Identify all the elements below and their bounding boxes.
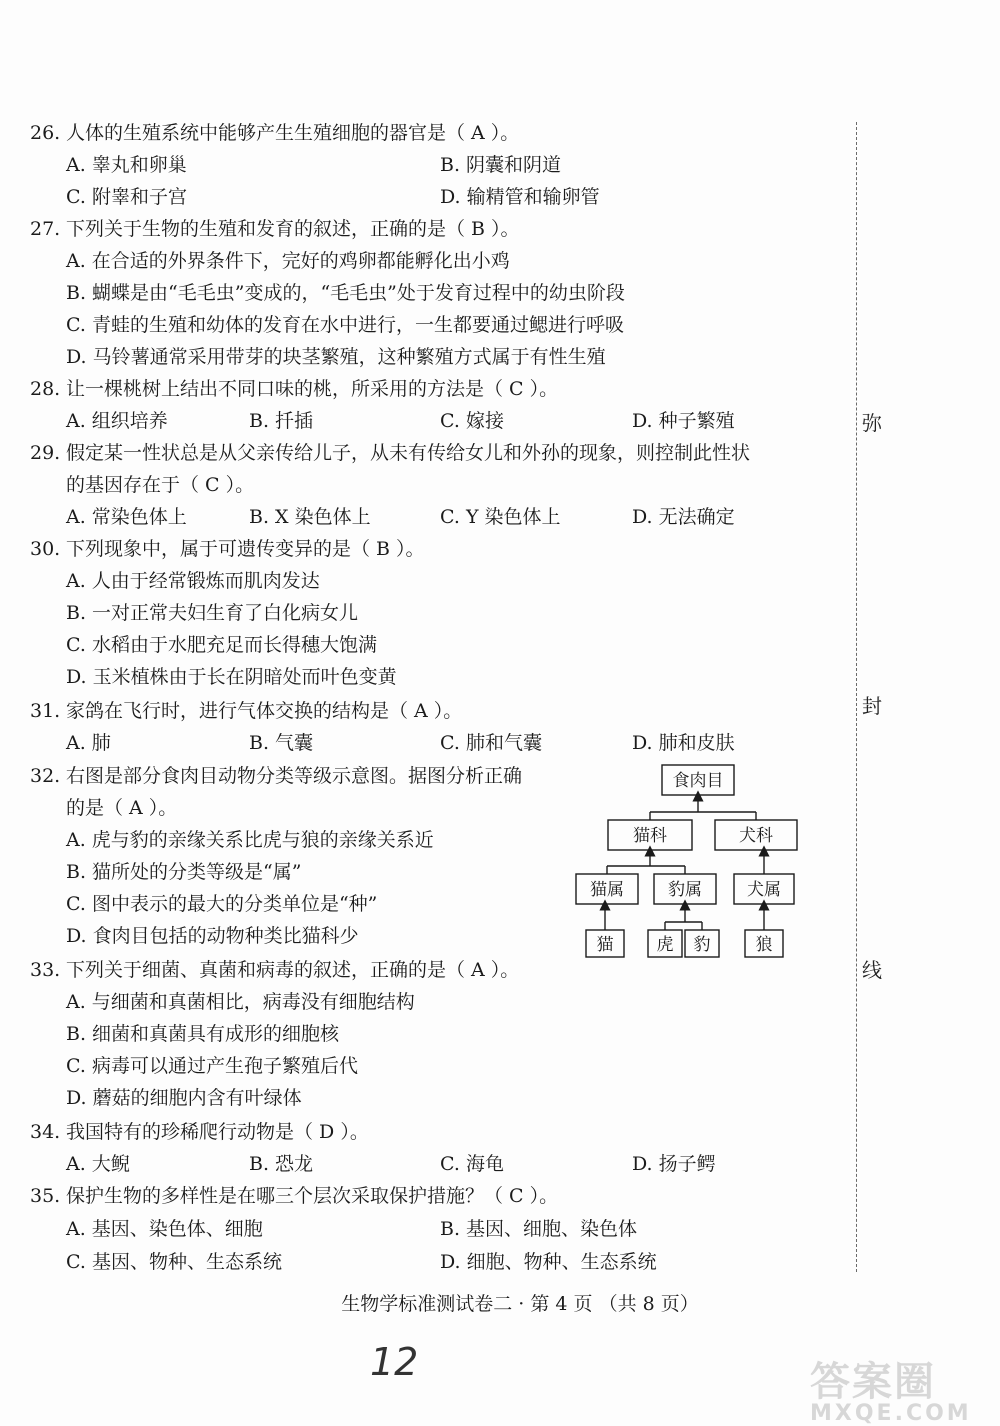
option-a: A. 组织培养 (66, 410, 168, 432)
option-d: D. 蘑菇的细胞内含有叶绿体 (66, 1087, 302, 1109)
option-b: B. 气囊 (249, 732, 314, 754)
option-d: D. 玉米植株由于长在阴暗处而叶色变黄 (66, 666, 397, 688)
question-stem: 人体的生殖系统中能够产生生殖细胞的器官是（ A ）。 (66, 122, 520, 144)
options-row (0, 181, 820, 213)
question-stem: 让一棵桃树上结出不同口味的桃，所采用的方法是（ C ）。 (66, 378, 559, 400)
question-stem: 下列关于细菌、真菌和病毒的叙述，正确的是（ A ）。 (66, 959, 520, 981)
options-row (0, 149, 820, 181)
question-stem-continued (0, 469, 820, 501)
option-c: C. 附睾和子宫 (66, 186, 187, 208)
question-stem: 我国特有的珍稀爬行动物是（ D ）。 (66, 1121, 369, 1143)
genus-label-cat: 猫属 (590, 880, 624, 900)
question-stem: 假定某一性状总是从父亲传给儿子，从未有传给女儿和外孙的现象，则控制此性状 (66, 442, 751, 464)
question-number: 28. (30, 378, 61, 400)
species-label-tiger: 虎 (656, 935, 674, 955)
option-a: A. 睾丸和卵巢 (66, 154, 187, 176)
option-a: A. 基因、染色体、细胞 (66, 1218, 263, 1240)
option-d: D. 马铃薯通常采用带芽的块茎繁殖，这种繁殖方式属于有性生殖 (66, 346, 606, 368)
watermark-url: MXQE.COM (810, 1401, 972, 1426)
question-number: 34. (30, 1121, 61, 1143)
question-stem: 的基因存在于（ C ）。 (66, 474, 255, 496)
margin-char-seal: 弥 (862, 411, 882, 435)
option-b: B. 一对正常夫妇生育了白化病女儿 (66, 602, 359, 624)
option-d: D. 种子繁殖 (632, 410, 735, 432)
option-c: C. 病毒可以通过产生孢子繁殖后代 (66, 1055, 358, 1077)
option-c: C. 青蛙的生殖和幼体的发育在水中进行，一生都要通过鳃进行呼吸 (66, 314, 624, 336)
options-row (0, 565, 820, 597)
options-row (0, 277, 820, 309)
option-d: D. 扬子鳄 (632, 1153, 716, 1175)
binding-margin-line (856, 122, 857, 1272)
option-b: B. 扦插 (249, 410, 314, 432)
taxonomy-diagram (570, 760, 810, 965)
options-row (0, 986, 820, 1018)
question-number: 29. (30, 442, 61, 464)
question-number: 33. (30, 959, 61, 981)
options-row (0, 597, 820, 629)
question-number: 30. (30, 538, 61, 560)
options-row (0, 661, 820, 693)
question-number: 35. (30, 1185, 61, 1207)
option-d: D. 食肉目包括的动物种类比猫科少 (66, 925, 359, 947)
species-label-wolf: 狼 (755, 935, 773, 955)
question-28 (0, 373, 820, 405)
option-b: B. 蝴蝶是由“毛毛虫”变成的，“毛毛虫”处于发育过程中的幼虫阶段 (66, 282, 625, 304)
options-row (0, 245, 820, 277)
question-31 (0, 695, 820, 727)
option-a: A. 常染色体上 (66, 506, 187, 528)
option-c: C. 水稻由于水肥充足而长得穗大饱满 (66, 634, 377, 656)
options-row (0, 1082, 820, 1114)
option-c: C. 图中表示的最大的分类单位是“种” (66, 893, 378, 915)
options-row (0, 1148, 820, 1180)
option-a: A. 肺 (66, 732, 111, 754)
genus-label-leopard: 豹属 (668, 880, 702, 900)
question-stem: 保护生物的多样性是在哪三个层次采取保护措施？（ C ）。 (66, 1185, 559, 1207)
watermark-title: 答案圈 (810, 1359, 936, 1405)
options-row (0, 501, 820, 533)
question-stem: 家鸽在飞行时，进行气体交换的结构是（ A ）。 (66, 700, 463, 722)
options-row (0, 341, 820, 373)
margin-char-line: 线 (862, 958, 882, 982)
question-number: 32. (30, 765, 61, 787)
question-34 (0, 1116, 820, 1148)
option-d: D. 细胞、物种、生态系统 (440, 1251, 657, 1273)
option-b: B. X 染色体上 (249, 506, 371, 528)
option-b: B. 猫所处的分类等级是“属” (66, 861, 302, 883)
option-b: B. 阴囊和阴道 (440, 154, 562, 176)
species-label-leopard: 豹 (693, 935, 711, 955)
question-30 (0, 533, 820, 565)
options-row (0, 1246, 820, 1278)
species-label-cat: 猫 (596, 935, 614, 955)
question-33 (0, 954, 820, 986)
question-number: 27. (30, 218, 61, 240)
option-c: C. 海龟 (440, 1153, 504, 1175)
option-a: A. 大鲵 (66, 1153, 130, 1175)
handwritten-number: 12 (370, 1340, 419, 1384)
option-a: A. 人由于经常锻炼而肌肉发达 (66, 570, 320, 592)
question-stem: 下列关于生物的生殖和发育的叙述，正确的是（ B ）。 (66, 218, 520, 240)
question-35 (0, 1180, 820, 1212)
question-27 (0, 213, 820, 245)
options-row (0, 405, 820, 437)
option-c: C. Y 染色体上 (440, 506, 561, 528)
option-b: B. 恐龙 (249, 1153, 314, 1175)
option-d: D. 无法确定 (632, 506, 735, 528)
option-b: B. 细菌和真菌具有成形的细胞核 (66, 1023, 340, 1045)
options-row (0, 629, 820, 661)
option-c: C. 嫁接 (440, 410, 504, 432)
option-a: A. 与细菌和真菌相比，病毒没有细胞结构 (66, 991, 415, 1013)
page-footer: 生物学标准测试卷二 · 第 4 页 （共 8 页） (341, 1293, 699, 1315)
option-a: A. 虎与豹的亲缘关系比虎与狼的亲缘关系近 (66, 829, 434, 851)
option-c: C. 肺和气囊 (440, 732, 542, 754)
family-label-dog: 犬科 (739, 826, 773, 846)
option-c: C. 基因、物种、生态系统 (66, 1251, 282, 1273)
options-row (0, 727, 820, 759)
family-label-cat: 猫科 (633, 826, 667, 846)
options-row (0, 1050, 820, 1082)
option-a: A. 在合适的外界条件下，完好的鸡卵都能孵化出小鸡 (66, 250, 510, 272)
option-d: D. 输精管和输卵管 (440, 186, 600, 208)
question-stem: 的是（ A ）。 (66, 797, 178, 819)
question-stem: 下列现象中，属于可遗传变异的是（ B ）。 (66, 538, 425, 560)
order-label: 食肉目 (672, 771, 724, 791)
question-stem: 右图是部分食肉目动物分类等级示意图。据图分析正确 (66, 765, 523, 787)
question-number: 31. (30, 700, 61, 722)
genus-label-dog: 犬属 (747, 880, 781, 900)
option-d: D. 肺和皮肤 (632, 732, 735, 754)
watermark-logo (810, 1350, 990, 1426)
options-row (0, 1213, 820, 1245)
question-26 (0, 117, 820, 149)
options-row (0, 309, 820, 341)
margin-char-seal: 封 (862, 694, 882, 718)
options-row (0, 1018, 820, 1050)
question-29 (0, 437, 820, 469)
question-number: 26. (30, 122, 61, 144)
option-b: B. 基因、细胞、染色体 (440, 1218, 638, 1240)
